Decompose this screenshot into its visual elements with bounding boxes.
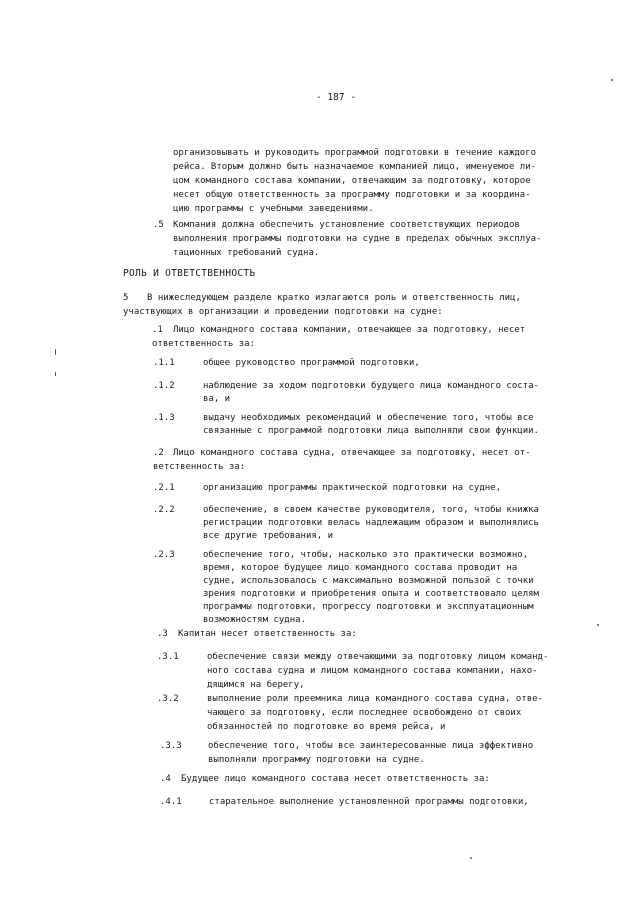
subclause-line: обязанностей по подготовке во время рейса, и [207, 722, 446, 732]
clause-line: Капитан несет ответственность за: [178, 629, 357, 639]
subclause-number: .2.3 [153, 550, 175, 560]
item-line: Компания должна обеспечить установление соответствующих периодов [173, 220, 520, 230]
subclause-line: выполняли программу подготовки на судне. [208, 755, 425, 765]
subclause-line: обеспечение, в своем качестве руководителя, того, чтобы книжка [203, 505, 539, 515]
subclause-line: зрения подготовки и приобретения опыта и соответствовало целям [203, 589, 539, 599]
subclause-number: .3.1 [157, 652, 179, 662]
subclause-line: организацию программы практической подготовки на судне, [203, 483, 502, 493]
subclause-line: обеспечение связи между отвечающими за подготовку лицом команд- [207, 652, 549, 662]
scan-speck [597, 624, 599, 626]
subclause-number: .2.2 [153, 505, 175, 515]
subclause-number: .3.3 [160, 741, 182, 751]
subclause-line: обеспечение того, чтобы, насколько это практически возможно, [203, 550, 529, 560]
subclause-line: наблюдение за ходом подготовки будущего лица командного соста- [203, 381, 539, 391]
clause-line: ответственность за: [152, 339, 255, 349]
subclause-number: .3.2 [157, 694, 179, 704]
item-line: тационных требований судна. [173, 248, 320, 258]
subclause-number: .1.3 [153, 413, 175, 423]
section-heading: РОЛЬ И ОТВЕТСТВЕННОСТЬ [123, 268, 256, 279]
subclause-line: связанные с программой подготовки лица выполняли свои функции. [203, 426, 539, 436]
intro-line: организовывать и руководить программой подготовки в течение каждого [173, 148, 537, 158]
intro-line: цом командного состава компании, отвечающим за подготовку, которое [173, 176, 531, 186]
subclause-line: обеспечение того, чтобы все заинтересованные лица эффективно [208, 741, 534, 751]
clause-number: .4 [160, 774, 171, 784]
subclause-line: выдачу необходимых рекомендаций и обеспечение того, чтобы все [203, 413, 534, 423]
scan-speck [55, 349, 56, 355]
subclause-line: общее руководство программой подготовки, [203, 358, 420, 368]
clause-number: .1 [152, 325, 163, 335]
subclause-line: ва, и [203, 394, 231, 404]
item-line: выполнения программы подготовки на судне в пределах обычных эксплуа- [173, 234, 542, 244]
subclause-line: старательное выполнение установленной программы подготовки, [209, 797, 529, 807]
scan-speck [611, 79, 613, 81]
subclause-line: судне, использовалось с максимально возможной пользой с точки [203, 576, 534, 586]
item-number: .5 [153, 220, 164, 230]
scan-speck [470, 857, 472, 859]
clause-line: Лицо командного состава компании, отвечающее за подготовку, несет [173, 325, 526, 335]
intro-line: цию программы с учебными заведениями. [173, 204, 374, 214]
clause-number: .3 [157, 629, 168, 639]
subclause-number: .1.1 [153, 358, 175, 368]
subclause-line: время, которое будущее лицо командного состава проводит на [203, 563, 518, 573]
clause-number: .2 [153, 448, 164, 458]
subclause-number: .2.1 [153, 483, 175, 493]
subclause-line: все другие требования, и [203, 531, 334, 541]
subclause-number: .4.1 [160, 797, 182, 807]
subclause-line: программы подготовки, прогрессу подготовки и эксплуатационным [203, 602, 534, 612]
page-number: - 187 - [316, 92, 357, 103]
intro-line: рейса. Вторым должно быть назначаемое компанией лицо, именуемое ли- [173, 162, 537, 172]
paragraph-line: В нижеследующем разделе кратко излагаются роль и ответственность лиц, [147, 293, 521, 303]
subclause-number: .1.2 [153, 381, 175, 391]
subclause-line: выполнение роли преемника лица командного состава судна, отве- [207, 694, 543, 704]
scan-speck [55, 372, 56, 376]
subclause-line: возможностям судна. [203, 615, 306, 625]
subclause-line: чающего за подготовку, если последнее освобождено от своих [207, 708, 522, 718]
paragraph-number: 5 [123, 293, 129, 303]
subclause-line: регистрации подготовки велась надлежащим образом и выполнялись [203, 518, 539, 528]
clause-line: ветственность за: [153, 462, 246, 472]
subclause-line: дящимся на берегу, [207, 680, 305, 690]
paragraph-line: участвующих в организации и проведении подготовки на судне: [123, 307, 443, 317]
clause-line: Будущее лицо командного состава несет ответственность за: [181, 774, 490, 784]
intro-line: несет общую ответственность за программу подготовки и за координа- [173, 190, 531, 200]
subclause-line: ного состава судна и лицом командного состава компании, нахо- [207, 666, 538, 676]
clause-line: Лицо командного состава судна, отвечающее за подготовку, несет от- [173, 448, 531, 458]
